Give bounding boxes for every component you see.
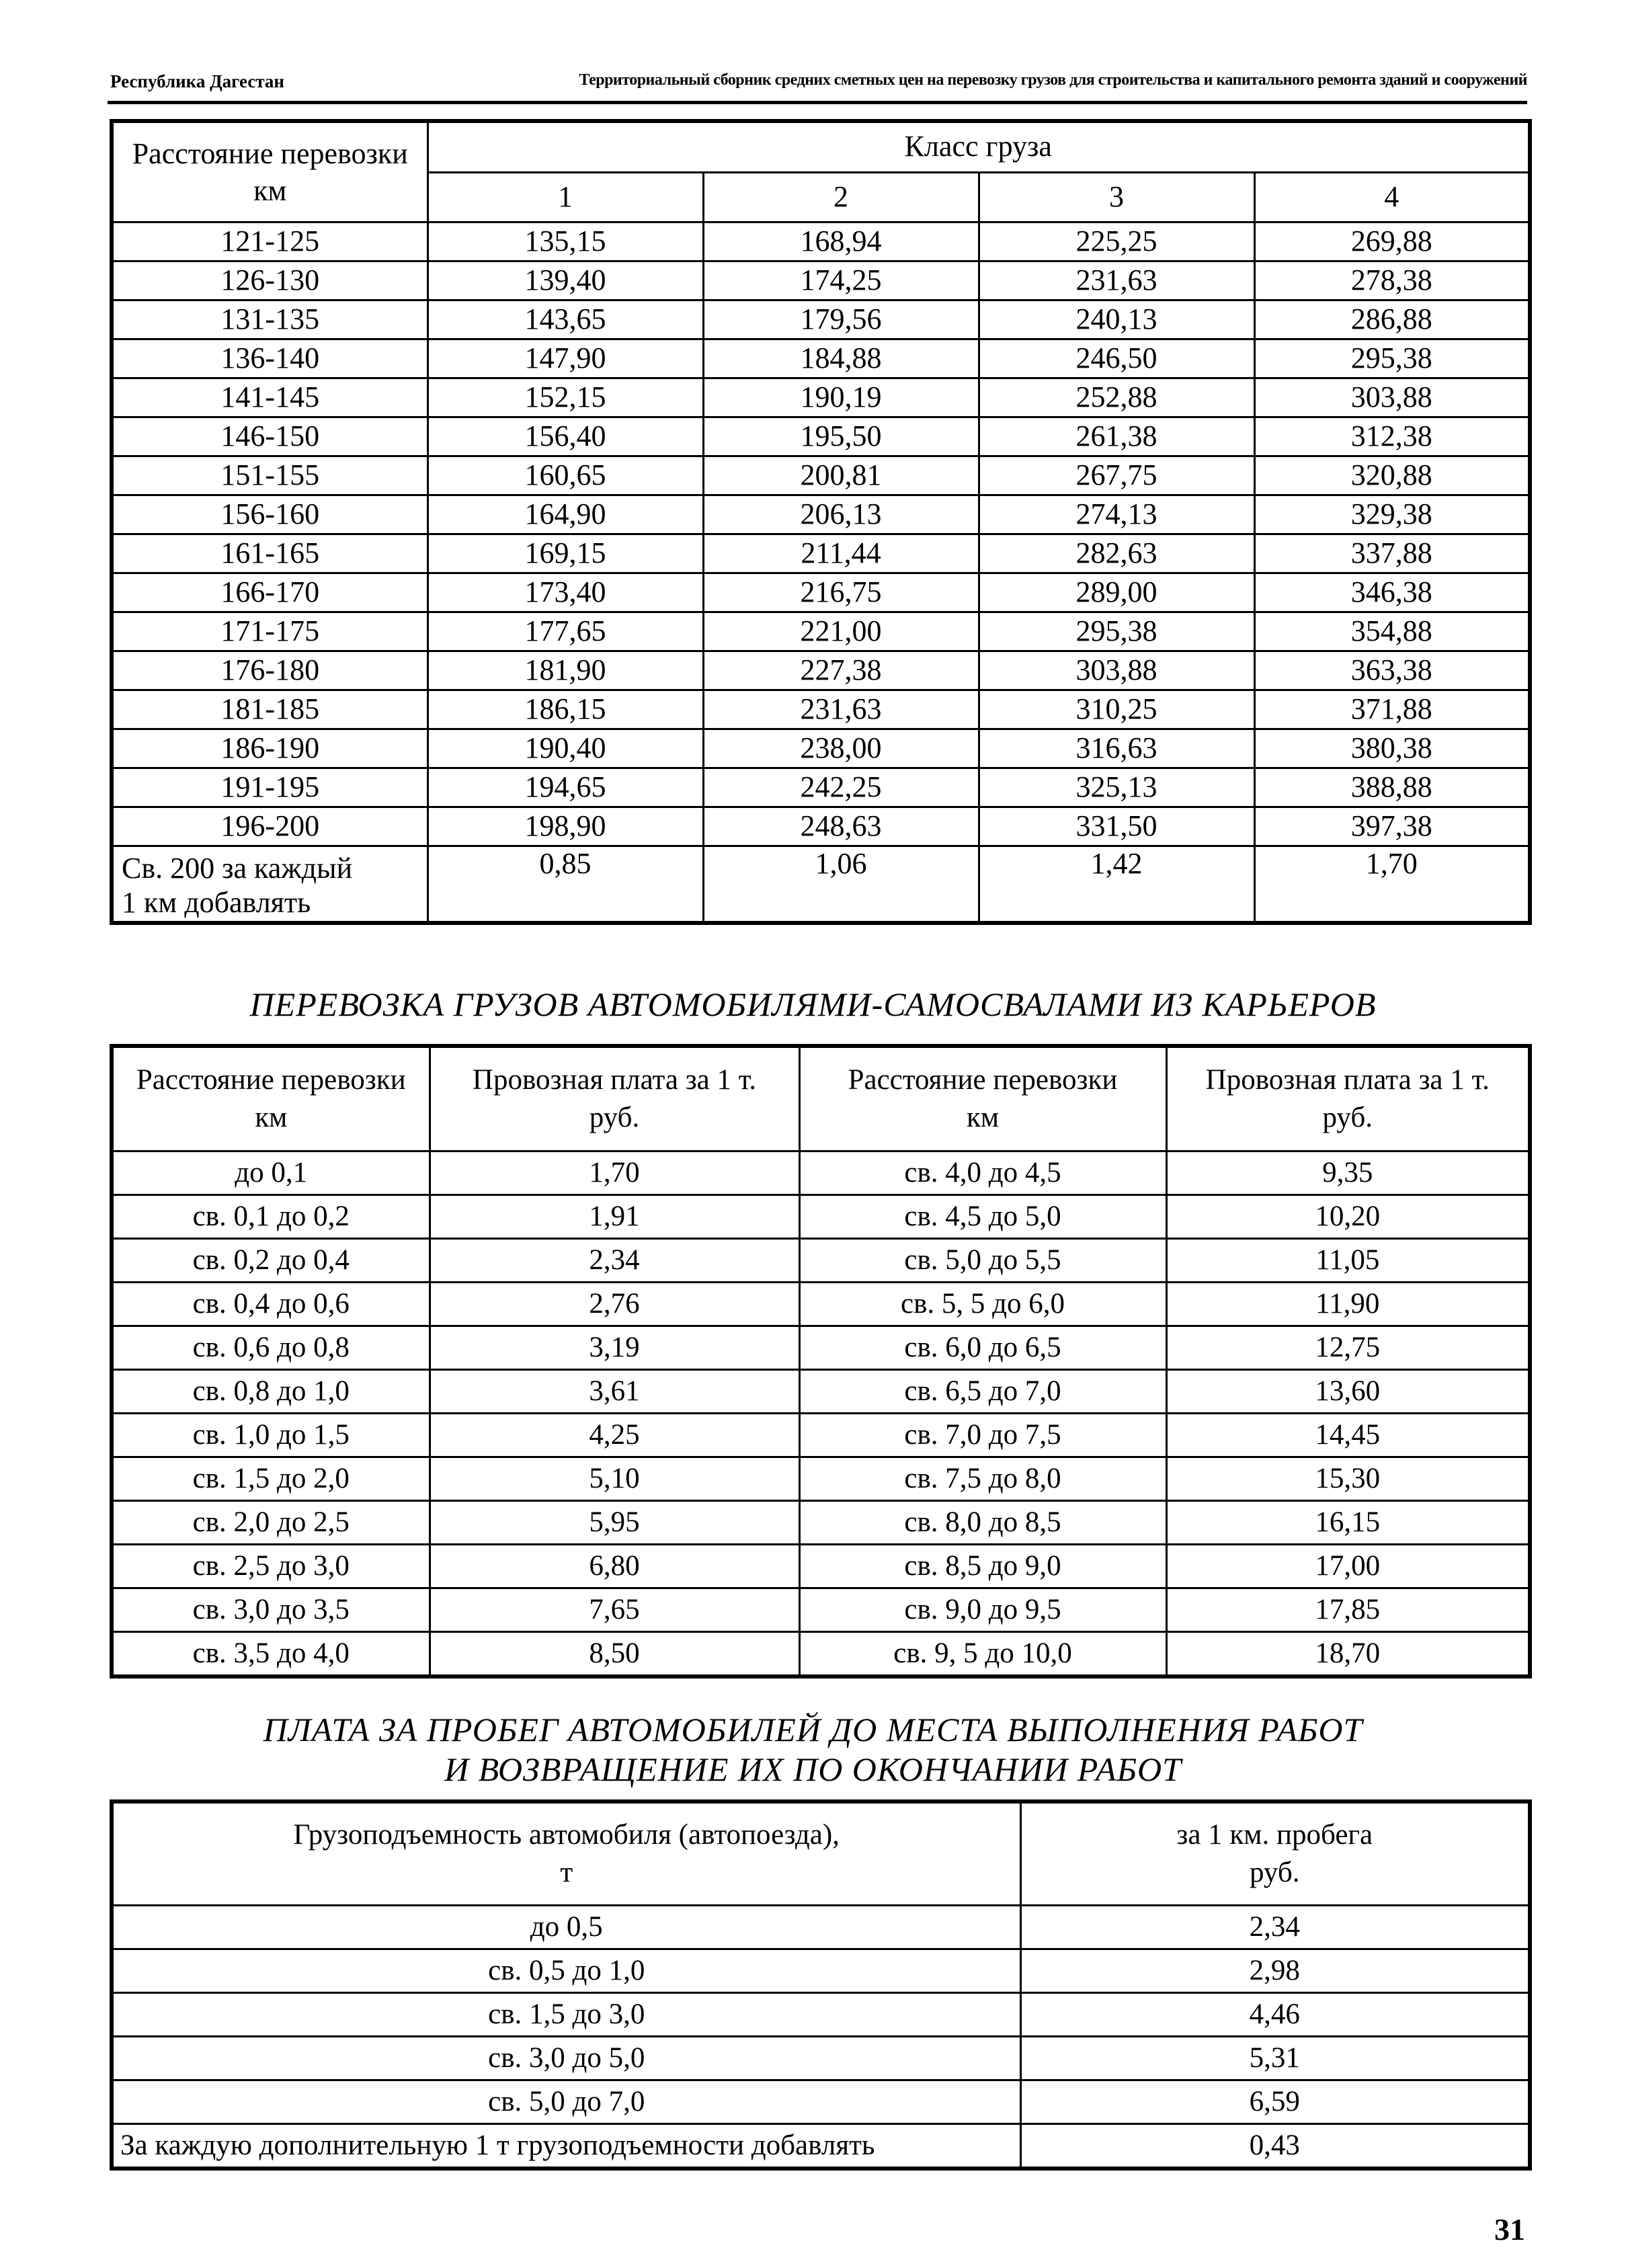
distance-cell: 146-150 [112, 417, 428, 456]
mileage-fee-cell: 4,46 [1020, 1993, 1530, 2037]
class-2-cell: 231,63 [703, 690, 979, 729]
class-2-cell: 168,94 [703, 222, 979, 261]
distance-cell: св. 0,8 до 1,0 [112, 1370, 430, 1414]
class-1-header: 1 [428, 172, 703, 222]
table-row [112, 417, 1530, 456]
class-4-cell: 295,38 [1254, 339, 1530, 378]
table-row [112, 1414, 1530, 1457]
distance-cell: 186-190 [112, 729, 428, 768]
distance-cell: 121-125 [112, 222, 428, 261]
distance-cell: 191-195 [112, 768, 428, 807]
distance-cell: св. 9, 5 до 10,0 [799, 1632, 1166, 1677]
class-4-cell: 329,38 [1254, 495, 1530, 534]
class-1-cell: 190,40 [428, 729, 703, 768]
class-4-cell: 278,38 [1254, 261, 1530, 300]
fee-cell: 17,00 [1166, 1545, 1530, 1588]
header-collection-title: Территориальный сборник средних сметных цен на перевозку грузов для строительства и капитального ремонта зданий и сооружений [579, 71, 1527, 89]
fee-cell: 5,10 [430, 1457, 799, 1501]
class-4-cell: 303,88 [1254, 378, 1530, 417]
table-row [112, 1457, 1530, 1501]
table-row [112, 1632, 1530, 1677]
table-row [112, 534, 1530, 573]
class-1-cell: 177,65 [428, 612, 703, 651]
section-title-mileage-line1: ПЛАТА ЗА ПРОБЕГ АВТОМОБИЛЕЙ ДО МЕСТА ВЫПОЛНЕНИЯ РАБОТ [263, 1711, 1363, 1748]
distance-cell: св. 0,1 до 0,2 [112, 1195, 430, 1239]
distance-cell: 181-185 [112, 690, 428, 729]
capacity-cell: св. 3,0 до 5,0 [112, 2037, 1020, 2080]
table-row [112, 261, 1530, 300]
distance-cell: св. 9,0 до 9,5 [799, 1588, 1166, 1632]
distance-cell: 141-145 [112, 378, 428, 417]
class-3-cell: 246,50 [979, 339, 1254, 378]
mileage-fee-header [1020, 1801, 1530, 1906]
table-row [112, 1993, 1530, 2037]
class-1-cell: 173,40 [428, 573, 703, 612]
class-3-header: 3 [979, 172, 1254, 222]
class-4-cell: 371,88 [1254, 690, 1530, 729]
capacity-header [112, 1801, 1020, 1906]
distance-cell: св. 7,5 до 8,0 [799, 1457, 1166, 1501]
dump-truck-rate-table [110, 1044, 1532, 1678]
class-3-cell: 252,88 [979, 378, 1254, 417]
class-1-cell: 181,90 [428, 651, 703, 690]
fee-cell: 7,65 [430, 1588, 799, 1632]
mileage-fee-rows [112, 1906, 1530, 2124]
table-row [112, 1370, 1530, 1414]
cargo-class-header: Класс груза [428, 121, 1530, 172]
extra-capacity-label: За каждую дополнительную 1 т грузоподъемности добавлять [112, 2124, 1020, 2169]
table-row [112, 456, 1530, 495]
distance-cell: св. 0,2 до 0,4 [112, 1239, 430, 1283]
class-2-cell: 174,25 [703, 261, 979, 300]
distance-header-line2: км [966, 1102, 1000, 1133]
distance-cell: 131-135 [112, 300, 428, 339]
table-row [112, 1501, 1530, 1545]
class-1-cell: 143,65 [428, 300, 703, 339]
distance-column-header [112, 121, 428, 222]
class-2-cell: 238,00 [703, 729, 979, 768]
extra-row-label-line1: Св. 200 за каждый [122, 851, 353, 885]
fee-cell: 10,20 [1166, 1195, 1530, 1239]
class-2-cell: 221,00 [703, 612, 979, 651]
capacity-header-line2: т [560, 1857, 573, 1888]
mileage-fee-cell: 5,31 [1020, 2037, 1530, 2080]
mileage-fee-header-line2: руб. [1250, 1857, 1300, 1888]
distance-cell: 136-140 [112, 339, 428, 378]
class-1-cell: 186,15 [428, 690, 703, 729]
distance-cell: св. 4,0 до 4,5 [799, 1151, 1166, 1195]
fee-header-right [1166, 1046, 1530, 1151]
fee-header-left [430, 1046, 799, 1151]
distance-cell: 196-200 [112, 807, 428, 846]
class-1-cell: 198,90 [428, 807, 703, 846]
section-title-dump-trucks: ПЕРЕВОЗКА ГРУЗОВ АВТОМОБИЛЯМИ-САМОСВАЛАМИ ИЗ КАРЬЕРОВ [249, 985, 1377, 1023]
distance-cell: св. 6,0 до 6,5 [799, 1326, 1166, 1370]
class-2-cell: 227,38 [703, 651, 979, 690]
running-header [108, 70, 1527, 104]
class-2-cell: 190,19 [703, 378, 979, 417]
class-1-cell: 147,90 [428, 339, 703, 378]
freight-rate-table [110, 119, 1532, 925]
distance-cell: св. 2,0 до 2,5 [112, 1501, 430, 1545]
extra-capacity-value: 0,43 [1020, 2124, 1530, 2169]
class-3-cell: 316,63 [979, 729, 1254, 768]
mileage-fee-cell: 2,34 [1020, 1906, 1530, 1949]
distance-cell: 171-175 [112, 612, 428, 651]
distance-cell: св. 3,5 до 4,0 [112, 1632, 430, 1677]
table-row [112, 1195, 1530, 1239]
distance-cell: св. 8,5 до 9,0 [799, 1545, 1166, 1588]
extra-value-class-3: 1,42 [979, 846, 1254, 923]
class-1-cell: 139,40 [428, 261, 703, 300]
class-1-cell: 164,90 [428, 495, 703, 534]
class-2-cell: 179,56 [703, 300, 979, 339]
class-1-cell: 169,15 [428, 534, 703, 573]
class-2-cell: 248,63 [703, 807, 979, 846]
distance-cell: св. 3,0 до 3,5 [112, 1588, 430, 1632]
extra-value-class-2: 1,06 [703, 846, 979, 923]
class-3-cell: 274,13 [979, 495, 1254, 534]
class-1-cell: 135,15 [428, 222, 703, 261]
table-row [112, 1949, 1530, 1993]
distance-cell: св. 0,6 до 0,8 [112, 1326, 430, 1370]
capacity-cell: св. 1,5 до 3,0 [112, 1993, 1020, 2037]
class-1-cell: 160,65 [428, 456, 703, 495]
class-3-cell: 325,13 [979, 768, 1254, 807]
table-row [112, 1326, 1530, 1370]
fee-cell: 5,95 [430, 1501, 799, 1545]
class-4-cell: 269,88 [1254, 222, 1530, 261]
distance-cell: 156-160 [112, 495, 428, 534]
table-row [112, 1151, 1530, 1195]
class-3-cell: 261,38 [979, 417, 1254, 456]
table-row [112, 729, 1530, 768]
fee-cell: 4,25 [430, 1414, 799, 1457]
class-2-cell: 184,88 [703, 339, 979, 378]
fee-header-line1: Провозная плата за 1 т. [472, 1064, 757, 1096]
class-2-header: 2 [703, 172, 979, 222]
extra-value-class-1: 0,85 [428, 846, 703, 923]
capacity-cell: св. 5,0 до 7,0 [112, 2080, 1020, 2124]
table-row [112, 768, 1530, 807]
class-3-cell: 231,63 [979, 261, 1254, 300]
table-row [112, 1906, 1530, 1949]
class-2-cell: 211,44 [703, 534, 979, 573]
table-row [112, 2037, 1530, 2080]
fee-cell: 2,34 [430, 1239, 799, 1283]
distance-cell: св. 5, 5 до 6,0 [799, 1283, 1166, 1326]
table-row [112, 1239, 1530, 1283]
class-2-cell: 242,25 [703, 768, 979, 807]
class-1-cell: 156,40 [428, 417, 703, 456]
table-row [112, 651, 1530, 690]
fee-cell: 9,35 [1166, 1151, 1530, 1195]
distance-header-right [799, 1046, 1166, 1151]
fee-cell: 11,05 [1166, 1239, 1530, 1283]
class-4-cell: 363,38 [1254, 651, 1530, 690]
capacity-cell: св. 0,5 до 1,0 [112, 1949, 1020, 1993]
fee-cell: 13,60 [1166, 1370, 1530, 1414]
class-4-cell: 337,88 [1254, 534, 1530, 573]
mileage-fee-cell: 6,59 [1020, 2080, 1530, 2124]
class-4-cell: 397,38 [1254, 807, 1530, 846]
fee-cell: 6,80 [430, 1545, 799, 1588]
capacity-header-line1: Грузоподъемность автомобиля (автопоезда), [293, 1819, 840, 1851]
class-4-cell: 320,88 [1254, 456, 1530, 495]
header-region: Республика Дагестан [110, 71, 284, 91]
class-4-cell: 312,38 [1254, 417, 1530, 456]
fee-cell: 11,90 [1166, 1283, 1530, 1326]
distance-cell: св. 8,0 до 8,5 [799, 1501, 1166, 1545]
section-title-mileage-line2: И ВОЗВРАЩЕНИЕ ИХ ПО ОКОНЧАНИИ РАБОТ [444, 1750, 1182, 1788]
table-row [112, 300, 1530, 339]
fee-cell: 14,45 [1166, 1414, 1530, 1457]
class-3-cell: 303,88 [979, 651, 1254, 690]
dump-truck-rate-rows [112, 1151, 1530, 1677]
fee-header-line2: руб. [589, 1102, 640, 1133]
fee-cell: 1,70 [430, 1151, 799, 1195]
distance-header-line1: Расстояние перевозки [848, 1064, 1118, 1096]
class-3-cell: 267,75 [979, 456, 1254, 495]
distance-cell: св. 1,0 до 1,5 [112, 1414, 430, 1457]
fee-cell: 8,50 [430, 1632, 799, 1677]
table-row [112, 573, 1530, 612]
class-3-cell: 310,25 [979, 690, 1254, 729]
class-2-cell: 216,75 [703, 573, 979, 612]
fee-cell: 3,19 [430, 1326, 799, 1370]
fee-cell: 16,15 [1166, 1501, 1530, 1545]
class-3-cell: 289,00 [979, 573, 1254, 612]
table-row [112, 222, 1530, 261]
extra-value-class-4: 1,70 [1254, 846, 1530, 923]
distance-cell: св. 6,5 до 7,0 [799, 1370, 1166, 1414]
class-2-cell: 200,81 [703, 456, 979, 495]
distance-cell: до 0,1 [112, 1151, 430, 1195]
table-row [112, 2080, 1530, 2124]
distance-cell: св. 5,0 до 5,5 [799, 1239, 1166, 1283]
page-number: 31 [1494, 2212, 1525, 2246]
extra-row-label [112, 846, 428, 923]
distance-header-left [112, 1046, 430, 1151]
class-3-cell: 225,25 [979, 222, 1254, 261]
class-4-cell: 388,88 [1254, 768, 1530, 807]
distance-header-line2: км [255, 1102, 288, 1133]
mileage-fee-table [110, 1799, 1532, 2171]
distance-cell: 176-180 [112, 651, 428, 690]
class-4-cell: 354,88 [1254, 612, 1530, 651]
table-row [112, 807, 1530, 846]
fee-header-line2: руб. [1322, 1102, 1373, 1133]
class-1-cell: 194,65 [428, 768, 703, 807]
extra-row-label-line2: 1 км добавлять [122, 886, 311, 920]
table-row [112, 495, 1530, 534]
table-row [112, 690, 1530, 729]
distance-header-line1: Расстояние перевозки [136, 1064, 406, 1096]
class-4-header: 4 [1254, 172, 1530, 222]
distance-cell: 126-130 [112, 261, 428, 300]
table-row [112, 1283, 1530, 1326]
table-row [112, 612, 1530, 651]
class-3-cell: 295,38 [979, 612, 1254, 651]
fee-cell: 17,85 [1166, 1588, 1530, 1632]
table-row [112, 378, 1530, 417]
class-4-cell: 286,88 [1254, 300, 1530, 339]
table-row-extra [112, 2124, 1530, 2169]
mileage-fee-cell: 2,98 [1020, 1949, 1530, 1993]
class-4-cell: 346,38 [1254, 573, 1530, 612]
table-row [112, 339, 1530, 378]
fee-cell: 1,91 [430, 1195, 799, 1239]
mileage-fee-header-line1: за 1 км. пробега [1176, 1819, 1373, 1851]
table-row [112, 1588, 1530, 1632]
distance-cell: св. 7,0 до 7,5 [799, 1414, 1166, 1457]
class-2-cell: 206,13 [703, 495, 979, 534]
distance-header-text: Расстояние перевозки км [132, 136, 408, 207]
distance-cell: св. 0,4 до 0,6 [112, 1283, 430, 1326]
fee-cell: 12,75 [1166, 1326, 1530, 1370]
class-3-cell: 240,13 [979, 300, 1254, 339]
distance-cell: св. 2,5 до 3,0 [112, 1545, 430, 1588]
fee-cell: 18,70 [1166, 1632, 1530, 1677]
class-2-cell: 195,50 [703, 417, 979, 456]
distance-cell: св. 4,5 до 5,0 [799, 1195, 1166, 1239]
class-4-cell: 380,38 [1254, 729, 1530, 768]
capacity-cell: до 0,5 [112, 1906, 1020, 1949]
class-1-cell: 152,15 [428, 378, 703, 417]
distance-cell: 166-170 [112, 573, 428, 612]
distance-cell: 151-155 [112, 456, 428, 495]
distance-cell: св. 1,5 до 2,0 [112, 1457, 430, 1501]
fee-cell: 3,61 [430, 1370, 799, 1414]
fee-cell: 15,30 [1166, 1457, 1530, 1501]
table-row-extra [112, 846, 1530, 923]
fee-header-line1: Провозная плата за 1 т. [1205, 1064, 1490, 1096]
fee-cell: 2,76 [430, 1283, 799, 1326]
distance-cell: 161-165 [112, 534, 428, 573]
table-row [112, 1545, 1530, 1588]
freight-rate-rows [112, 222, 1530, 846]
class-3-cell: 331,50 [979, 807, 1254, 846]
class-3-cell: 282,63 [979, 534, 1254, 573]
